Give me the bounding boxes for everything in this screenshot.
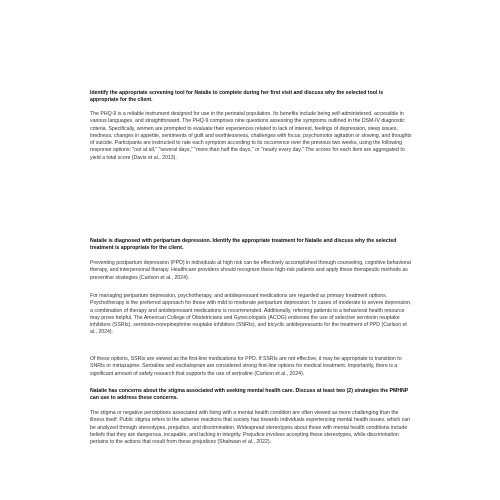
question-treatment: Natalie is diagnosed with peripartum depression. Identify the appropriate treatment for Natalie and discuss why the selected treatment is appropriate for the client. [90,238,397,252]
paragraph-stigma: The stigma or negative perceptions associated with living with a mental health condition are often viewed as more challenging than the illness itself. Public stigma refers to the adverse reactions that society has towards individuals experiencing mental health issues, which can be analyzed through stereotypes, prejudice, and discrimination. Widespread stereotypes about those with mental health conditions include beliefs that they are dangerous, incapable, and lacking in integrity. Prejudice involves accepting these stereotypes, while discrimination pertains to the actions that result from these prejudices (Shahwan et al., 2022). [90,410,411,446]
paragraph-ssri: Of these options, SSRIs are viewed as the first-line medications for PPD. If SSRIs are not effective, it may be appropriate to transition to SNRIs or mirtazapine. Sertraline and escitalopram are considered strong first-line options for medical treatment. Importantly, there is a significant amount of safety research that supports the use of sertraline (Carlson et al., 2024). [90,356,402,377]
paragraph-prevention: Preventing postpartum depression (PPD) in individuals at high risk can be effectively accomplished through counseling, cognitive behavioral therapy, and interpersonal therapy. Healthcare providers should recognize these high-risk patients and apply these therapeutic methods as preventive strategies (Carlson et al., 2024). [90,260,411,281]
question-screening-tool: Identify the appropriate screening tool for Natalie to complete during her first visit and discuss why the selected tool is appropriate for the client. [90,90,384,104]
paragraph-management: For managing peripartum depression, psychotherapy, and antidepressant medications are regarded as primary treatment options. Psychotherapy is the preferred approach for those with mild to moderate peripartum depression. In cases of moderate to severe depression, a combination of therapy and antidepressant medications is recommended. Additionally, referring patients to a behavioral health resource may prove helpful. The American College of Obstetricians and Gynecologists (ACOG) endorses the use of selective serotonin reuptake inhibitors (SSRIs), serotonin-norepinephrine reuptake inhibitors (SNRIs), and tricyclic antidepressants for the treatment of PPD (Carlson et al., 2024). [90,293,412,336]
question-stigma: Natalie has concerns about the stigma associated with seeking mental health care. Discuss at least two (2) strategies the PMHNP can use to address these concerns. [90,388,409,402]
paragraph-phq9: The PHQ-9 is a reliable instrument designed for use in the perinatal population. Its benefits include being self-administered, accessible in various languages, and straightforward. The PHQ-9 comprises nine questions assessing the symptoms outlined in the DSM-IV diagnostic criteria. Specifically, women are prompted to evaluate their experiences related to lack of interest, feelings of depression, sleep issues, tiredness, changes in appetite, sentiments of guilt and worthlessness, challenges with focus, psychomotor agitation or slowing, and thoughts of suicide. Participants are instructed to rate each symptom according to its occurrence over the previous two weeks, using the following response options: "not at all," "several days," "more than half the days," or "nearly every day." The scores for each item are aggregated to yield a total score (Davis et al., 2013). [90,111,412,161]
